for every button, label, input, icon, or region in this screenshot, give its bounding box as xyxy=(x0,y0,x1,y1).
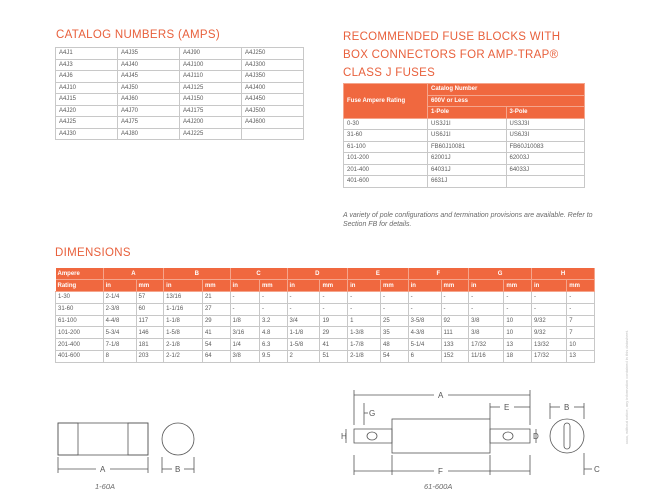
dimensions-cell: 1/8 xyxy=(230,315,259,327)
dimensions-header-cell: G xyxy=(469,268,532,280)
fuse-block-row xyxy=(344,130,585,142)
dimensions-cell: 2-3/8 xyxy=(103,303,136,315)
caption-left: 1-60A xyxy=(95,482,116,491)
dimensions-cell: 92 xyxy=(441,315,469,327)
fuse-block-cell: 64031J xyxy=(428,164,507,176)
dimensions-cell: 10 xyxy=(504,327,532,339)
small-fuse-cap-left xyxy=(58,423,78,455)
dimensions-cell: 54 xyxy=(381,351,409,363)
catalog-cell: A4J20 xyxy=(56,105,118,117)
dimensions-cell: 111 xyxy=(441,327,469,339)
label-a-small: A xyxy=(100,465,106,474)
label-a-large: A xyxy=(438,391,444,400)
catalog-cell: A4J450 xyxy=(242,94,304,106)
dimensions-unit-cell: mm xyxy=(320,280,348,292)
dimensions-header-cell: D xyxy=(287,268,348,280)
dimension-drawing xyxy=(0,385,650,496)
dimensions-cell: - xyxy=(441,303,469,315)
dimensions-unit-cell: in xyxy=(230,280,259,292)
label-b-small: B xyxy=(175,465,181,474)
dimensions-cell: 2-1/8 xyxy=(348,351,381,363)
dimensions-cell: 3-5/8 xyxy=(408,315,441,327)
dimensions-cell: 57 xyxy=(136,292,164,304)
dimensions-cell: 7 xyxy=(567,327,595,339)
dimensions-row xyxy=(56,292,595,304)
dimensions-cell: 64 xyxy=(202,351,230,363)
fuse-block-row xyxy=(344,118,585,130)
dimensions-cell: 4-4/8 xyxy=(103,315,136,327)
dimensions-cell: 2-1/8 xyxy=(164,339,203,351)
dimensions-cell: 29 xyxy=(202,315,230,327)
catalog-cell: A4J225 xyxy=(180,128,242,140)
catalog-cell: A4J125 xyxy=(180,82,242,94)
caption-right: 61-600A xyxy=(424,482,453,491)
dimensions-unit-cell: mm xyxy=(259,280,287,292)
dimensions-unit-cell: in xyxy=(408,280,441,292)
label-g: G xyxy=(369,409,376,418)
dimensions-cell: 29 xyxy=(320,327,348,339)
fuse-block-cell: FB60J10081 xyxy=(428,141,507,153)
catalog-row xyxy=(56,48,304,60)
dimensions-cell: 203 xyxy=(136,351,164,363)
catalog-table xyxy=(55,47,304,140)
dimensions-cell: 401-600 xyxy=(56,351,104,363)
fuse-block-cell: 64033J xyxy=(506,164,585,176)
dimensions-cell: 146 xyxy=(136,327,164,339)
fuse-block-cell: 101-200 xyxy=(344,153,428,165)
fuse-blocks-title-line: RECOMMENDED FUSE BLOCKS WITH xyxy=(343,31,561,43)
label-c: C xyxy=(594,465,600,474)
dimensions-cell: 1-5/8 xyxy=(287,339,320,351)
dimensions-cell: - xyxy=(259,292,287,304)
dimensions-cell: 2 xyxy=(287,351,320,363)
label-b-large: B xyxy=(564,403,570,412)
dimensions-cell: 11/16 xyxy=(469,351,504,363)
dimensions-cell: - xyxy=(348,303,381,315)
dimensions-cell: - xyxy=(230,292,259,304)
fuse-blocks-title-line: BOX CONNECTORS FOR AMP-TRAP® xyxy=(343,49,559,61)
dimensions-cell: 133 xyxy=(441,339,469,351)
dimensions-cell: 48 xyxy=(381,339,409,351)
dimensions-cell: 3/8 xyxy=(230,351,259,363)
dimensions-cell: 152 xyxy=(441,351,469,363)
catalog-title: CATALOG NUMBERS (AMPS) xyxy=(56,29,220,41)
dimensions-cell: 3/8 xyxy=(469,327,504,339)
label-e: E xyxy=(504,403,510,412)
catalog-cell: A4J6 xyxy=(56,71,118,83)
fuse-block-cell: 6631J xyxy=(428,176,507,188)
dimensions-header-row xyxy=(56,268,595,280)
dimensions-cell: 201-400 xyxy=(56,339,104,351)
dimensions-unit-cell: mm xyxy=(504,280,532,292)
dimensions-title: DIMENSIONS xyxy=(55,247,131,259)
dimensions-row xyxy=(56,339,595,351)
dimensions-unit-cell: mm xyxy=(381,280,409,292)
catalog-cell: A4J3 xyxy=(56,59,118,71)
label-h: H xyxy=(341,432,347,441)
dimensions-unit-row xyxy=(56,280,595,292)
dimensions-unit-cell: in xyxy=(348,280,381,292)
dimensions-header-cell: B xyxy=(164,268,230,280)
catalog-cell: A4J15 xyxy=(56,94,118,106)
dimensions-cell: 3.2 xyxy=(259,315,287,327)
dimensions-cell: 17/32 xyxy=(532,351,567,363)
dimensions-unit-cell: Rating xyxy=(56,280,104,292)
dimensions-header-cell: Ampere xyxy=(56,268,104,280)
fuse-blocks-note: A variety of pole configurations and termination provisions are available. Refer to Section FB for details. xyxy=(343,212,593,228)
small-fuse-end-view xyxy=(162,423,194,455)
catalog-cell: A4J60 xyxy=(118,94,180,106)
dimensions-cell: 17/32 xyxy=(469,339,504,351)
catalog-cell: A4J1 xyxy=(56,48,118,60)
fuse-blocks-title-line: CLASS J FUSES xyxy=(343,67,436,79)
catalog-cell: A4J110 xyxy=(180,71,242,83)
dimensions-cell: - xyxy=(567,292,595,304)
catalog-cell: A4J350 xyxy=(242,71,304,83)
large-fuse-end-view xyxy=(550,419,584,453)
catalog-row xyxy=(56,59,304,71)
fuse-block-row xyxy=(344,153,585,165)
dimensions-row xyxy=(56,315,595,327)
dimensions-cell: 1-1/16 xyxy=(164,303,203,315)
dimensions-cell: 7 xyxy=(567,315,595,327)
catalog-row xyxy=(56,128,304,140)
catalog-cell: A4J30 xyxy=(56,128,118,140)
col-header-catalog: Catalog Number xyxy=(428,84,585,96)
dimensions-cell: 1-5/8 xyxy=(164,327,203,339)
fuse-block-cell: US6J1I xyxy=(428,130,507,142)
catalog-cell xyxy=(242,128,304,140)
fuse-blocks-title xyxy=(343,28,643,82)
dimensions-unit-cell: in xyxy=(103,280,136,292)
dimensions-header-cell: C xyxy=(230,268,287,280)
dimensions-unit-cell: mm xyxy=(136,280,164,292)
dimensions-cell: 19 xyxy=(320,315,348,327)
side-disclaimer: xxxx, without notice, any information contained in this datasheet. xyxy=(624,330,629,445)
dimensions-cell: 8 xyxy=(103,351,136,363)
dimensions-cell: - xyxy=(408,303,441,315)
dimensions-unit-cell: in xyxy=(164,280,203,292)
catalog-cell: A4J25 xyxy=(56,117,118,129)
dimensions-cell: 27 xyxy=(202,303,230,315)
dimensions-cell: - xyxy=(320,303,348,315)
catalog-cell: A4J70 xyxy=(118,105,180,117)
catalog-cell: A4J40 xyxy=(118,59,180,71)
fuse-drawings xyxy=(0,385,650,496)
catalog-row xyxy=(56,71,304,83)
catalog-cell: A4J150 xyxy=(180,94,242,106)
large-fuse-blade-left xyxy=(354,429,392,443)
dimensions-cell: - xyxy=(469,303,504,315)
dimensions-cell: - xyxy=(441,292,469,304)
dimensions-cell: 41 xyxy=(202,327,230,339)
small-fuse-cap-right xyxy=(128,423,148,455)
catalog-cell: A4J600 xyxy=(242,117,304,129)
catalog-cell: A4J300 xyxy=(242,59,304,71)
dimensions-unit-cell: in xyxy=(532,280,567,292)
dimensions-cell: - xyxy=(504,292,532,304)
dimensions-cell: 1-30 xyxy=(56,292,104,304)
dimensions-unit-cell: mm xyxy=(202,280,230,292)
dimensions-table xyxy=(55,268,595,363)
dimensions-cell: 9/32 xyxy=(532,327,567,339)
dimensions-cell: 25 xyxy=(381,315,409,327)
dimensions-cell: 31-60 xyxy=(56,303,104,315)
catalog-cell: A4J80 xyxy=(118,128,180,140)
catalog-cell: A4J500 xyxy=(242,105,304,117)
dimensions-header-cell: E xyxy=(348,268,409,280)
large-fuse-blade-right xyxy=(490,429,530,443)
dimensions-cell: - xyxy=(567,303,595,315)
catalog-row xyxy=(56,105,304,117)
fuse-blocks-table xyxy=(343,83,585,188)
catalog-row xyxy=(56,82,304,94)
dimensions-header-cell: F xyxy=(408,268,469,280)
dimensions-cell: 60 xyxy=(136,303,164,315)
catalog-cell: A4J400 xyxy=(242,82,304,94)
dimensions-cell: 41 xyxy=(320,339,348,351)
col-header-voltage: 600V or Less xyxy=(428,95,585,107)
dimensions-cell: - xyxy=(532,303,567,315)
label-d: D xyxy=(533,432,539,441)
dimensions-cell: 2-1/4 xyxy=(103,292,136,304)
catalog-cell: A4J50 xyxy=(118,82,180,94)
dimensions-cell: 6.3 xyxy=(259,339,287,351)
dimensions-cell: 10 xyxy=(567,339,595,351)
fuse-block-cell: 61-100 xyxy=(344,141,428,153)
fuse-block-row xyxy=(344,164,585,176)
dimensions-cell: - xyxy=(287,303,320,315)
dimensions-cell: 4-3/8 xyxy=(408,327,441,339)
label-f: F xyxy=(438,467,443,476)
dimensions-cell: 5-3/4 xyxy=(103,327,136,339)
fuse-block-cell: 31-60 xyxy=(344,130,428,142)
fuse-block-cell: 201-400 xyxy=(344,164,428,176)
fuse-block-row xyxy=(344,141,585,153)
dimensions-unit-cell: in xyxy=(287,280,320,292)
catalog-cell: A4J200 xyxy=(180,117,242,129)
dimensions-row xyxy=(56,351,595,363)
fuse-block-cell: 62003J xyxy=(506,153,585,165)
col-header-rating: Fuse Ampere Rating xyxy=(344,84,428,119)
fuse-block-cell: 0-30 xyxy=(344,118,428,130)
dimensions-cell: 117 xyxy=(136,315,164,327)
dimensions-cell: 9.5 xyxy=(259,351,287,363)
catalog-cell: A4J90 xyxy=(180,48,242,60)
dimensions-cell: 51 xyxy=(320,351,348,363)
large-fuse-body xyxy=(392,419,490,453)
dimensions-cell: - xyxy=(408,292,441,304)
dimensions-cell: 9/32 xyxy=(532,315,567,327)
dimensions-cell: 5-1/4 xyxy=(408,339,441,351)
col-header-3pole: 3-Pole xyxy=(506,107,585,119)
catalog-cell: A4J100 xyxy=(180,59,242,71)
dimensions-cell: 1-7/8 xyxy=(348,339,381,351)
fuse-block-cell: FB60J10083 xyxy=(506,141,585,153)
dimensions-cell: 21 xyxy=(202,292,230,304)
col-header-1pole: 1-Pole xyxy=(428,107,507,119)
catalog-cell: A4J35 xyxy=(118,48,180,60)
dimensions-cell: 61-100 xyxy=(56,315,104,327)
dimensions-cell: 4.8 xyxy=(259,327,287,339)
dimensions-cell: 13/32 xyxy=(532,339,567,351)
catalog-cell: A4J250 xyxy=(242,48,304,60)
dimensions-cell: 1 xyxy=(348,315,381,327)
fuse-block-row xyxy=(344,176,585,188)
dimensions-cell: 3/8 xyxy=(469,315,504,327)
catalog-cell: A4J75 xyxy=(118,117,180,129)
dimensions-cell: - xyxy=(320,292,348,304)
catalog-cell: A4J45 xyxy=(118,71,180,83)
dimensions-cell: 54 xyxy=(202,339,230,351)
fuse-block-cell: US3J1I xyxy=(428,118,507,130)
catalog-cell: A4J175 xyxy=(180,105,242,117)
fuse-block-cell xyxy=(506,176,585,188)
dimensions-unit-cell: mm xyxy=(441,280,469,292)
dimensions-cell: 2-1/2 xyxy=(164,351,203,363)
dimensions-cell: - xyxy=(287,292,320,304)
dimensions-cell: 1-1/8 xyxy=(287,327,320,339)
dimensions-header-cell: H xyxy=(532,268,595,280)
fuse-block-cell: US6J3I xyxy=(506,130,585,142)
dimensions-cell: - xyxy=(532,292,567,304)
dimensions-cell: 7-1/8 xyxy=(103,339,136,351)
dimensions-cell: - xyxy=(348,292,381,304)
dimensions-cell: 18 xyxy=(504,351,532,363)
dimensions-cell: 13 xyxy=(504,339,532,351)
dimensions-cell: - xyxy=(504,303,532,315)
dimensions-row xyxy=(56,327,595,339)
dimensions-cell: - xyxy=(381,292,409,304)
dimensions-cell: - xyxy=(469,292,504,304)
catalog-row xyxy=(56,94,304,106)
dimensions-cell: - xyxy=(259,303,287,315)
fuse-block-cell: US3J3I xyxy=(506,118,585,130)
dimensions-cell: 101-200 xyxy=(56,327,104,339)
dimensions-unit-cell: mm xyxy=(567,280,595,292)
dimensions-cell: 1-3/8 xyxy=(348,327,381,339)
dimensions-cell: 3/4 xyxy=(287,315,320,327)
dimensions-cell: 3/16 xyxy=(230,327,259,339)
dimensions-cell: 13/16 xyxy=(164,292,203,304)
dimensions-cell: - xyxy=(381,303,409,315)
dimensions-cell: 1-1/8 xyxy=(164,315,203,327)
fuse-block-cell: 62001J xyxy=(428,153,507,165)
dimensions-cell: 1/4 xyxy=(230,339,259,351)
catalog-row xyxy=(56,117,304,129)
catalog-cell: A4J10 xyxy=(56,82,118,94)
dimensions-header-cell: A xyxy=(103,268,164,280)
dimensions-cell: 6 xyxy=(408,351,441,363)
dimensions-cell: 35 xyxy=(381,327,409,339)
dimensions-row xyxy=(56,303,595,315)
dimensions-cell: - xyxy=(230,303,259,315)
dimensions-cell: 13 xyxy=(567,351,595,363)
dimensions-cell: 10 xyxy=(504,315,532,327)
dimensions-cell: 181 xyxy=(136,339,164,351)
dimensions-unit-cell: in xyxy=(469,280,504,292)
fuse-block-cell: 401-600 xyxy=(344,176,428,188)
small-fuse-body xyxy=(58,423,148,455)
